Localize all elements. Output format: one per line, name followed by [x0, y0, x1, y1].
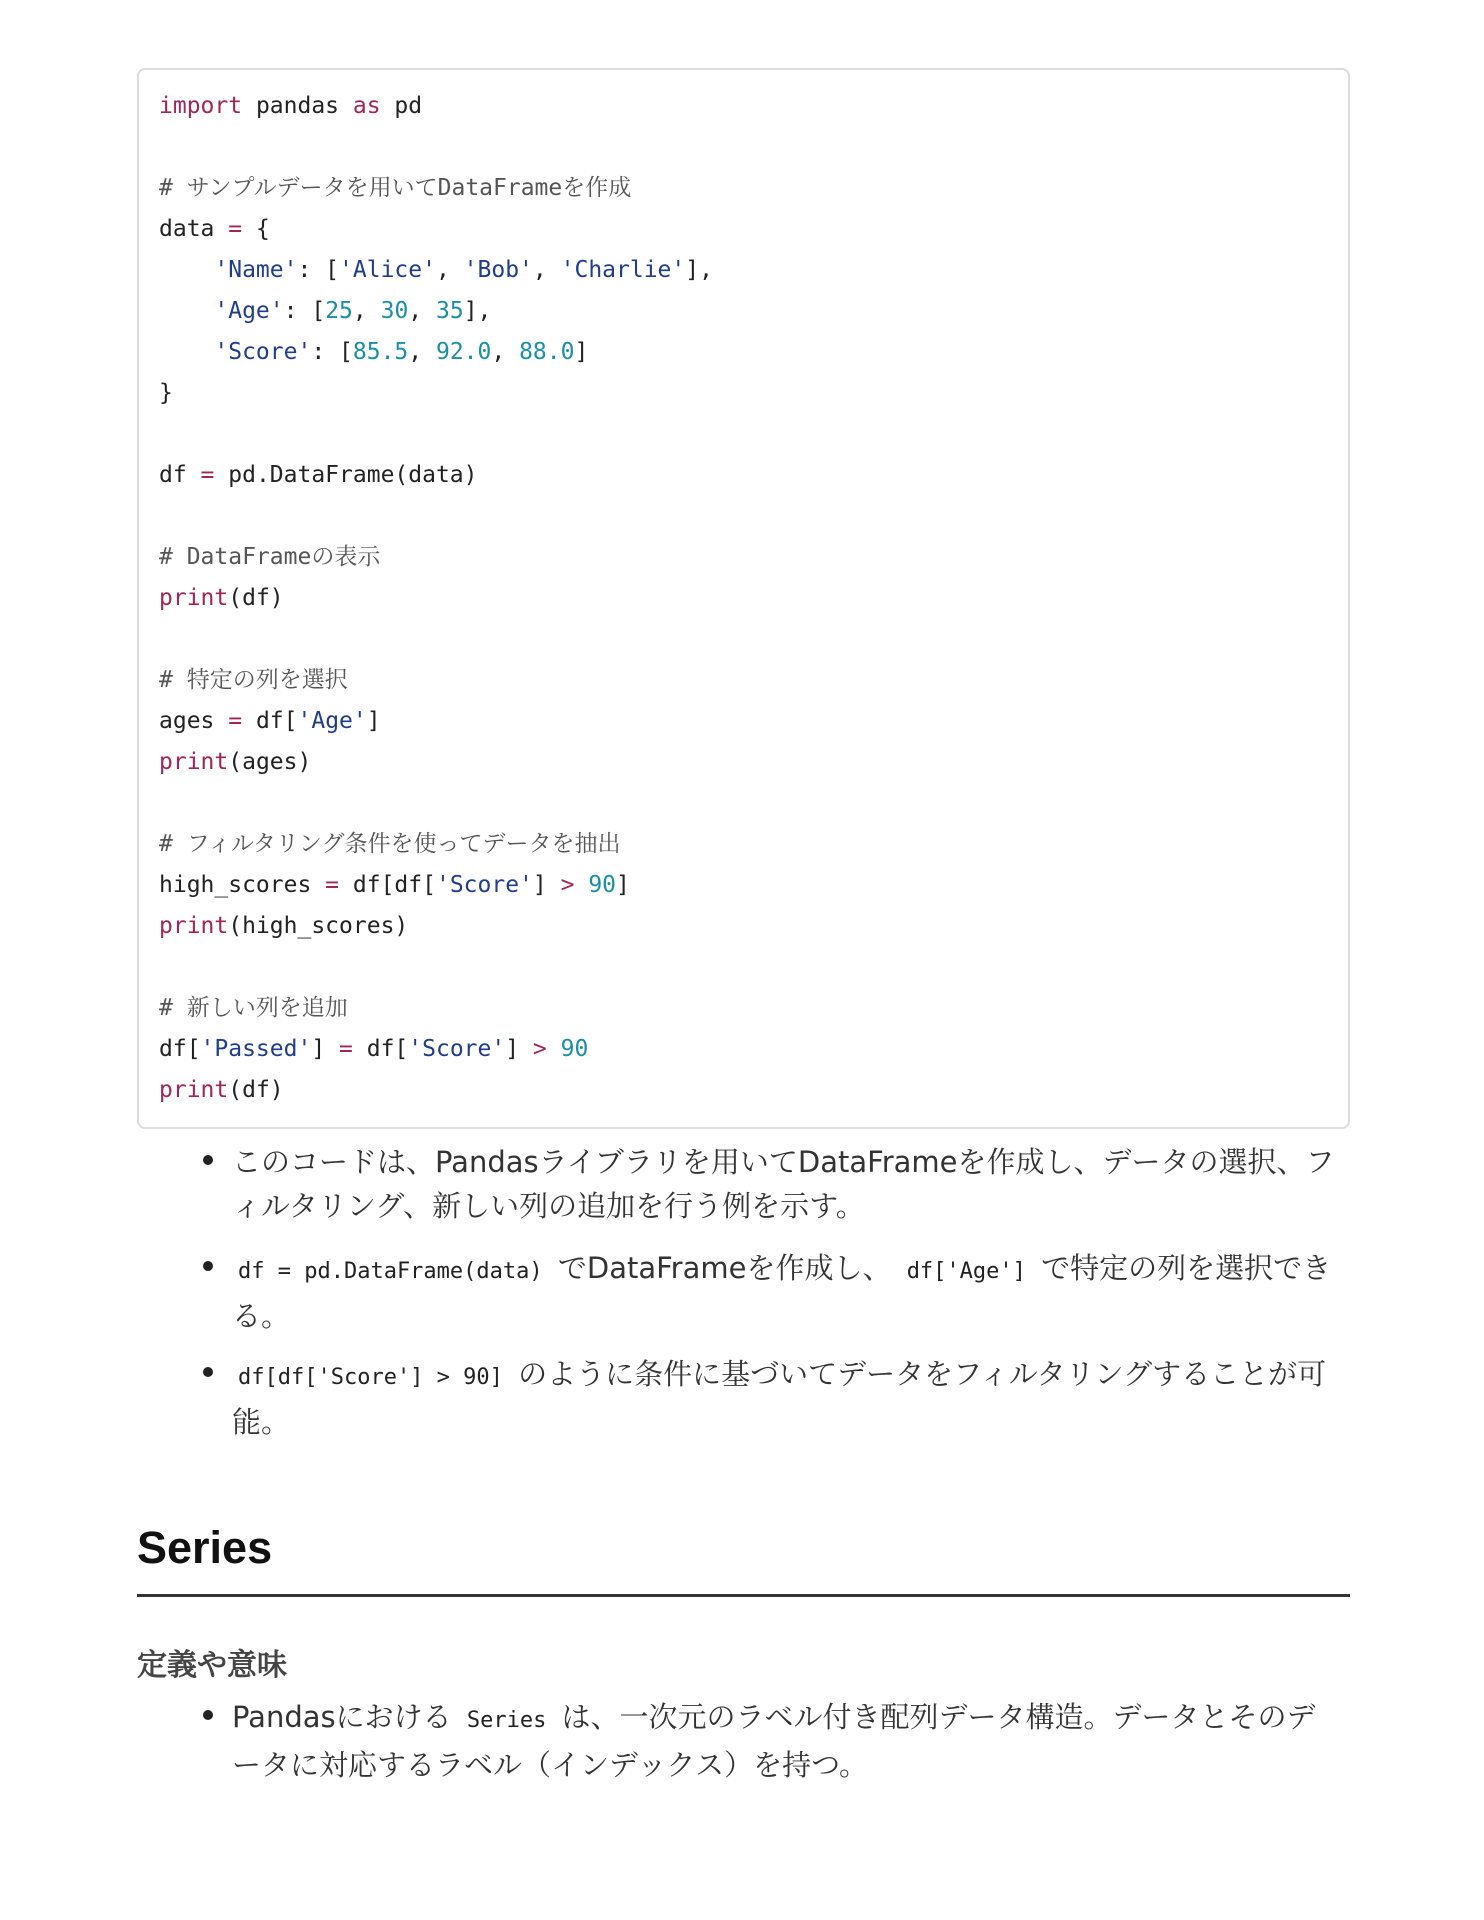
code-token: : [ [297, 257, 340, 283]
code-token: print [159, 913, 229, 939]
text-run: は、一次元のラベル付き配列データ構造。データとそのデータに対応するラベル（インデックス）を持つ。 [232, 1700, 1316, 1782]
code-line [159, 332, 588, 373]
code-line [159, 660, 348, 701]
code-token: 88.0 [519, 339, 575, 365]
bullet-dot-icon [203, 1261, 213, 1271]
code-line [159, 209, 270, 250]
code-token: data [159, 216, 229, 242]
code-token: (ages) [228, 749, 312, 775]
code-token [574, 872, 588, 898]
code-token: # DataFrameの表示 [159, 544, 381, 570]
code-token: } [159, 380, 173, 406]
code-line [159, 373, 173, 414]
inline-code: df['Age'] [906, 1259, 1026, 1284]
code-token: (df) [228, 585, 284, 611]
code-token: (high_scores) [228, 913, 409, 939]
code-token: > [560, 872, 575, 898]
code-token: 'Score' [214, 339, 312, 365]
code-token: # フィルタリング条件を使ってデータを抽出 [159, 831, 621, 857]
code-token: pd.DataFrame(data) [214, 462, 478, 488]
code-line [159, 742, 311, 783]
code-block [137, 68, 1350, 1129]
code-token: = [325, 872, 340, 898]
code-token: df[ [242, 708, 298, 734]
text-run: で特定の列を選択できる。 [232, 1251, 1332, 1333]
heading-divider [137, 1594, 1350, 1597]
code-line [159, 865, 630, 906]
code-token: pandas [242, 93, 353, 119]
code-token: 'Age' [214, 298, 284, 324]
code-token [547, 1036, 561, 1062]
code-token: ages [159, 708, 229, 734]
code-token: = [228, 708, 243, 734]
code-line [159, 455, 478, 496]
code-token: (df) [228, 1077, 284, 1103]
inline-code: df = pd.DataFrame(data) [238, 1259, 543, 1284]
section-heading: Series [137, 1522, 273, 1573]
code-token: ] [366, 708, 381, 734]
code-token: ] [574, 339, 589, 365]
code-token: print [159, 585, 229, 611]
code-token: : [ [311, 339, 353, 365]
code-token: 25 [325, 298, 353, 324]
code-line [159, 988, 348, 1029]
code-token [159, 298, 214, 324]
code-token: 30 [380, 298, 409, 324]
code-token: = [339, 1036, 353, 1062]
code-line [159, 578, 284, 619]
code-token: # サンプルデータを用いてDataFrameを作成 [159, 175, 632, 201]
list-item-text [232, 1246, 1342, 1338]
bullet-dot-icon [203, 1367, 213, 1377]
code-token [159, 257, 214, 283]
code-token: # 特定の列を選択 [159, 667, 348, 693]
code-token: # 新しい列を追加 [159, 995, 348, 1021]
code-token: : [ [283, 298, 326, 324]
bullet-dot-icon [203, 1155, 213, 1165]
text-run: Pandasにおける [232, 1700, 461, 1734]
inline-code: Series [466, 1708, 547, 1733]
list-item-text [232, 1695, 1342, 1787]
text-run: のように条件に基づいてデータをフィルタリングすることが可能。 [232, 1357, 1327, 1439]
code-token: 85.5 [352, 339, 409, 365]
code-token: 'Charlie' [560, 257, 686, 283]
code-line [159, 824, 620, 865]
code-token: 'Name' [214, 257, 298, 283]
code-token: 90 [560, 1036, 589, 1062]
code-token: ] [532, 872, 561, 898]
code-token: 'Alice' [339, 257, 436, 283]
code-token: print [159, 749, 229, 775]
code-token: print [159, 1077, 229, 1103]
code-token: df[ [159, 1036, 201, 1062]
code-token: 35 [436, 298, 464, 324]
inline-code: df[df['Score'] > 90] [238, 1365, 503, 1390]
code-token: df [159, 462, 201, 488]
code-token: df[df[ [339, 872, 436, 898]
bullet-dot-icon [203, 1710, 213, 1720]
code-token: = [228, 216, 243, 242]
code-line [159, 906, 408, 947]
code-token: 'Passed' [200, 1036, 312, 1062]
code-token: , [532, 257, 561, 283]
subsection-heading: 定義や意味 [137, 1648, 287, 1683]
code-token: import [159, 93, 243, 119]
code-line [159, 537, 380, 578]
code-token: ], [463, 298, 492, 324]
code-token: as [352, 93, 381, 119]
code-line [159, 1029, 588, 1070]
code-token: , [408, 298, 436, 324]
code-token: 'Score' [435, 872, 533, 898]
code-token: 92.0 [435, 339, 492, 365]
code-token: , [491, 339, 520, 365]
text-run: でDataFrameを作成し、 [548, 1251, 901, 1285]
code-token: { [242, 216, 270, 242]
code-token: > [532, 1036, 547, 1062]
code-token: 'Score' [408, 1036, 506, 1062]
code-line [159, 86, 422, 127]
code-token: pd [380, 93, 423, 119]
code-token [159, 339, 214, 365]
code-token: df[ [352, 1036, 409, 1062]
code-token: = [200, 462, 215, 488]
code-token: ] [616, 872, 630, 898]
code-line [159, 168, 631, 209]
code-token: 90 [588, 872, 617, 898]
list-item-text [232, 1140, 1342, 1228]
code-token: 'Bob' [463, 257, 533, 283]
code-token: ] [311, 1036, 340, 1062]
code-line [159, 291, 491, 332]
code-token: ] [505, 1036, 533, 1062]
code-token: high_scores [159, 872, 326, 898]
code-line [159, 1070, 284, 1111]
text-run: このコードは、Pandasライブラリを用いてDataFrameを作成し、データの選択、フィルタリング、新しい列の追加を行う例を示す。 [232, 1145, 1335, 1223]
code-token: , [408, 339, 436, 365]
code-token: 'Age' [297, 708, 367, 734]
code-token: , [435, 257, 464, 283]
code-line [159, 701, 381, 742]
code-line [159, 250, 713, 291]
code-token: ], [685, 257, 713, 283]
list-item-text [232, 1352, 1342, 1444]
code-token: , [352, 298, 381, 324]
